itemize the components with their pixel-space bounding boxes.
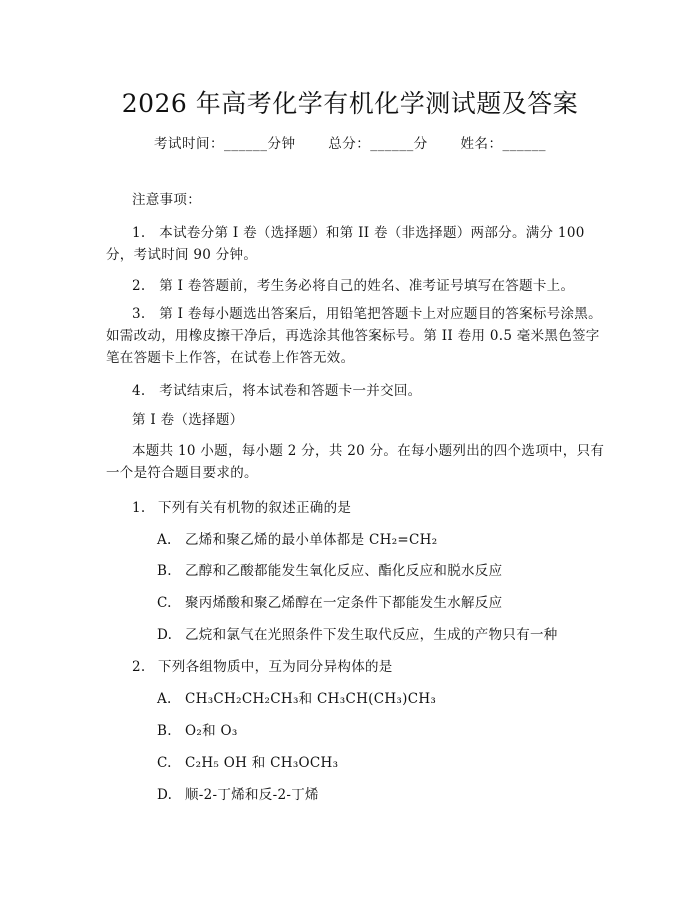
option-letter: C. <box>157 595 172 611</box>
option-letter: B. <box>157 563 172 579</box>
notice-item-1: 1. 本试卷分第 I 卷（选择题）和第 II 卷（非选择题）两部分。满分 100 分，考试时间 90 分钟。 <box>106 225 585 263</box>
section-intro: 本题共 10 小题，每小题 2 分，共 20 分。在每小题列出的四个选项中，只有一个是符合题目要求的。 <box>106 443 605 481</box>
option-text: 顺-2-丁烯和反-2-丁烯 <box>185 787 319 803</box>
q2-option-c <box>157 753 338 773</box>
notice-item-4: 4. 考试结束后，将本试卷和答题卡一并交回。 <box>132 383 422 399</box>
question-number: 1. <box>132 500 146 516</box>
q2-option-a <box>157 689 436 709</box>
question-stem: 下列各组物质中，互为同分异构体的是 <box>158 659 393 675</box>
option-text: 乙烷和氯气在光照条件下发生取代反应，生成的产物只有一种 <box>185 627 558 643</box>
student-name-field: 姓名：______ <box>460 136 547 152</box>
q2-option-b <box>157 721 238 741</box>
option-letter: B. <box>157 723 172 739</box>
notice-heading: 注意事项： <box>132 192 201 208</box>
option-letter: A. <box>157 691 172 707</box>
q1-option-c <box>157 593 502 613</box>
question-1 <box>132 498 351 518</box>
question-number: 2. <box>132 659 146 675</box>
q1-option-d <box>157 625 558 645</box>
q1-option-a <box>157 530 437 550</box>
q2-option-d <box>157 785 319 805</box>
total-score-field: 总分：______分 <box>328 136 428 152</box>
page-title: 2026 年高考化学有机化学测试题及答案 <box>121 89 579 118</box>
option-letter: D. <box>157 787 173 803</box>
notice-item-3: 3. 第 I 卷每小题选出答案后，用铅笔把答题卡上对应题目的答案标号涂黑。如需改动，用橡皮擦干净后，再选涂其他答案标号。第 II 卷用 0.5 毫米黑色签字笔在答题卡上作答，在试卷上作答无效。 <box>106 306 602 366</box>
question-stem: 下列有关有机物的叙述正确的是 <box>158 500 352 516</box>
exam-info-line <box>0 132 700 152</box>
option-text: CH₃CH₂CH₂CH₃和 CH₃CH(CH₃)CH₃ <box>185 691 437 707</box>
option-text: 乙烯和聚乙烯的最小单体都是 CH₂=CH₂ <box>185 532 438 548</box>
question-2 <box>132 657 393 677</box>
option-text: 乙醇和乙酸都能发生氧化反应、酯化反应和脱水反应 <box>185 563 503 579</box>
option-text: O₂和 O₃ <box>185 723 238 739</box>
section-heading: 第 I 卷（选择题） <box>132 412 244 428</box>
exam-time-field: 考试时间：______分钟 <box>153 136 296 152</box>
notice-item-2: 2. 第 I 卷答题前，考生务必将自己的姓名、准考证号填写在答题卡上。 <box>132 278 575 294</box>
option-text: 聚丙烯酸和聚乙烯醇在一定条件下都能发生水解反应 <box>185 595 503 611</box>
option-letter: D. <box>157 627 173 643</box>
option-text: C₂H₅ OH 和 CH₃OCH₃ <box>185 755 339 771</box>
q1-option-b <box>157 561 502 581</box>
option-letter: C. <box>157 755 172 771</box>
option-letter: A. <box>157 532 172 548</box>
